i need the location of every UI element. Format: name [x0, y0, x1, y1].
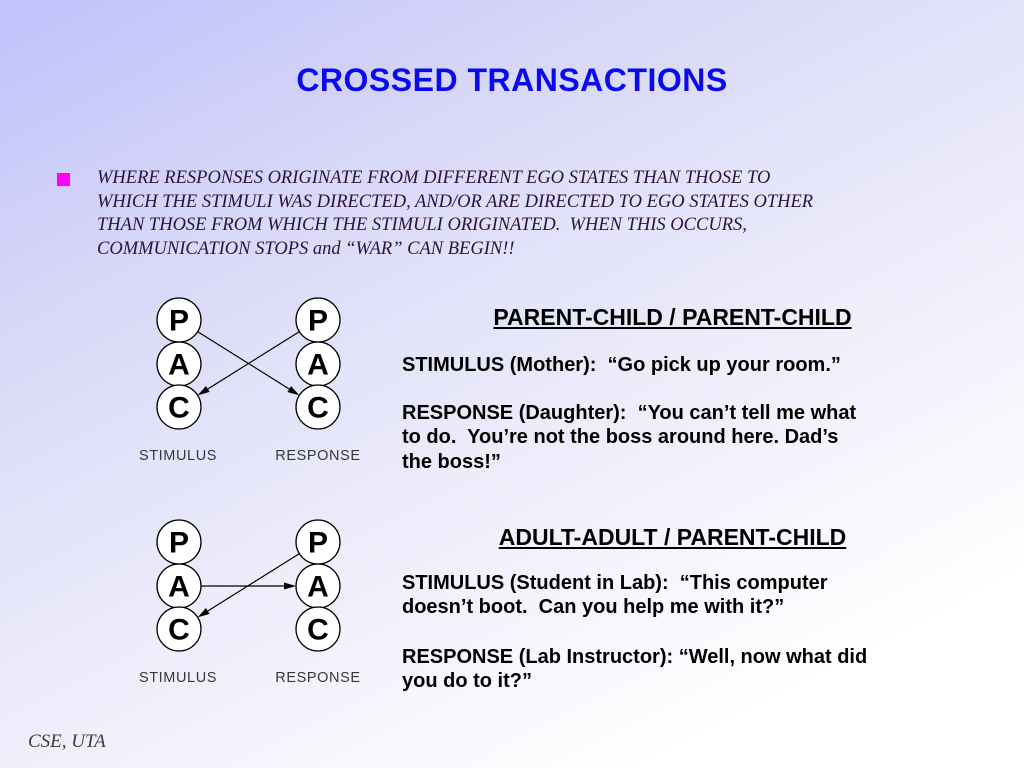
stimulus-arrowhead-icon	[287, 386, 299, 395]
response-label: RESPONSE	[275, 448, 361, 464]
response-arrowhead-icon	[198, 608, 210, 617]
stimulus-label: STIMULUS	[138, 670, 218, 686]
ego-letter-p: P	[307, 304, 329, 338]
bullet-square-icon	[57, 173, 70, 186]
slide-title: CROSSED TRANSACTIONS	[296, 62, 728, 98]
ego-letter-c: C	[168, 391, 190, 425]
section-2-heading: ADULT-ADULT / PARENT-CHILD	[498, 524, 847, 550]
bullet-line: COMMUNICATION STOPS and “WAR” CAN BEGIN!!	[97, 239, 515, 260]
ego-letter-p: P	[168, 526, 190, 560]
ego-letter-a: A	[168, 570, 190, 604]
bullet-paragraph	[97, 167, 977, 262]
ego-letter-p: P	[307, 526, 329, 560]
stimulus-arrowhead-icon	[284, 583, 296, 590]
section-2-response-text	[402, 645, 962, 694]
stimulus-text-line: STIMULUS (Student in Lab): “This computer	[402, 572, 828, 594]
bullet-line: THAN THOSE FROM WHICH THE STIMULI ORIGINATED. WHEN THIS OCCURS,	[97, 215, 747, 236]
stimulus-label: STIMULUS	[138, 448, 218, 464]
section-1-stimulus-text	[402, 353, 962, 377]
ego-state-diagram-1	[115, 288, 385, 488]
response-arrow	[208, 554, 300, 611]
footer-credit: CSE, UTA	[28, 731, 106, 752]
section-1-heading: PARENT-CHILD / PARENT-CHILD	[493, 304, 852, 330]
response-text-line: RESPONSE (Lab Instructor): “Well, now what did	[402, 646, 868, 668]
response-arrowhead-icon	[198, 386, 210, 395]
ego-letter-a: A	[307, 348, 329, 382]
response-text-line: RESPONSE (Daughter): “You can’t tell me what	[402, 402, 857, 424]
ego-letter-c: C	[168, 613, 190, 647]
response-text-line: you do to it?”	[402, 670, 532, 693]
ego-state-diagram-2	[115, 510, 385, 710]
response-text-line: the boss!”	[402, 450, 501, 473]
stimulus-arrow	[198, 332, 290, 389]
ego-letter-p: P	[168, 304, 190, 338]
ego-letter-c: C	[307, 613, 329, 647]
section-1-response-text	[402, 401, 962, 474]
stimulus-text-line: STIMULUS (Mother): “Go pick up your room.”	[402, 354, 841, 376]
response-text-line: to do. You’re not the boss around here. Dad’s	[402, 426, 839, 449]
stimulus-text-line: doesn’t boot. Can you help me with it?”	[402, 596, 785, 619]
response-label: RESPONSE	[275, 670, 361, 686]
section-2-stimulus-text	[402, 571, 962, 620]
bullet-line: WHICH THE STIMULI WAS DIRECTED, AND/OR ARE DIRECTED TO EGO STATES OTHER	[97, 191, 814, 212]
ego-letter-a: A	[168, 348, 190, 382]
bullet-line: WHERE RESPONSES ORIGINATE FROM DIFFERENT EGO STATES THAN THOSE TO	[97, 168, 771, 188]
ego-letter-a: A	[307, 570, 329, 604]
response-arrow	[208, 332, 300, 389]
ego-letter-c: C	[307, 391, 329, 425]
